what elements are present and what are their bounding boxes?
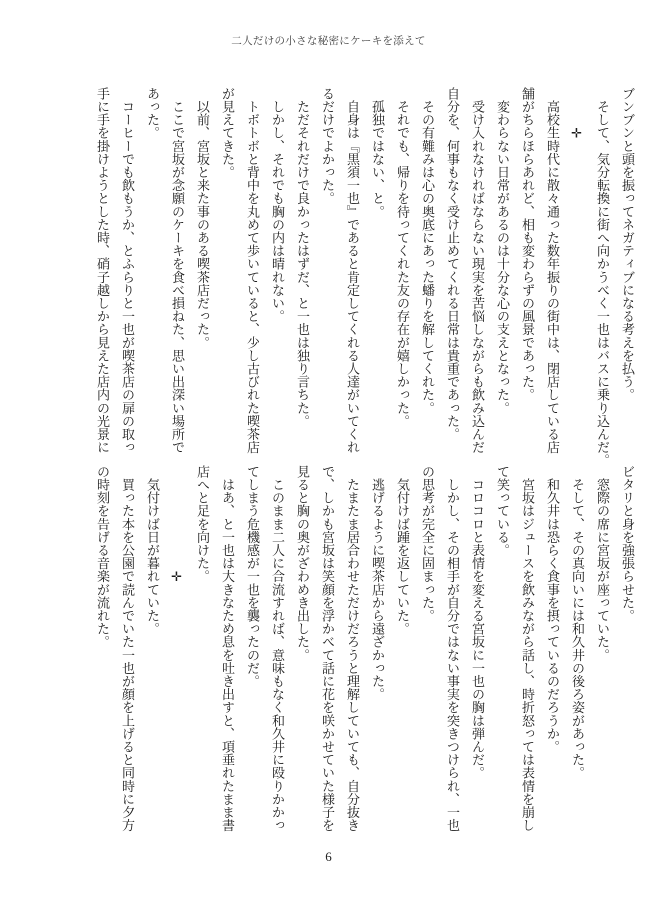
text-column: の思考が完全に固まった。 <box>420 465 435 623</box>
text-column: て笑っている。 <box>495 465 510 557</box>
text-column: 受け入れなければならない現実を苦悩しながらも飲み込んだ <box>470 87 485 454</box>
text-column: 手に手を掛けようとした時、硝子越しから見えた店内の光景に <box>95 87 110 454</box>
text-column: 窓際の席に宮坂が座っていた。 <box>595 465 610 662</box>
text-column: そして、その真向いには和久井の後ろ姿があった。 <box>570 465 585 780</box>
text-column: このまま二人に合流すれば、意味もなく和久井に殴りかかっ <box>270 465 285 832</box>
text-column: たまたま居合わせただけだろうと理解していても、自分抜き <box>345 465 360 832</box>
text-column: しかし、その相手が自分ではない事実を突きつけられ、一也 <box>445 465 460 832</box>
text-column: それでも、帰りを待ってくれた友の存在が嬉しかった。 <box>395 87 410 428</box>
text-column: 高校生時代に散々通った数年振りの街中は、閉店している店 <box>545 87 560 454</box>
text-column: ブンブンと頭を振ってネガティブになる考えを払う。 <box>620 87 635 402</box>
text-column: 見ると胸の奥がざわめき出した。 <box>295 465 310 662</box>
text-column: るだけでよかった。 <box>320 87 335 205</box>
text-column: 気付けば日が暮れていた。 <box>145 465 160 636</box>
text-column: 孤独ではない、と。 <box>370 87 385 218</box>
text-column: その有難みは心の奥底にあった蟠りを解してくれた。 <box>420 87 435 415</box>
text-column: ビタリと身を強張らせた。 <box>620 465 635 623</box>
running-head-title: 二人だけの小さな秘密にケーキを添えて <box>231 35 426 47</box>
text-column: 逃げるように喫茶店から遠ざかった。 <box>370 465 385 701</box>
text-column: しかし、それでも胸の内は晴れない。 <box>270 87 285 323</box>
text-column: あった。 <box>145 87 160 140</box>
text-column: トボトボと背中を丸めて歩いていると、少し古びれた喫茶店 <box>245 87 260 454</box>
text-column: そして、気分転換に街へ向かうべく一也はバスに乗り込んだ。 <box>595 87 610 467</box>
text-column: 自身は『黒須一也』であると肯定してくれる人達がいてくれ <box>345 87 360 454</box>
text-column: 自分を、何事もなく受け止めてくれる日常は貴重であった。 <box>445 87 460 441</box>
text-column: 宮坂はジュースを飲みながら話し、時折怒っては表情を崩し <box>520 465 535 832</box>
text-column: が見えてきた。 <box>220 87 235 179</box>
text-column: 買った本を公園で読んでいた一也が顔を上げると同時に夕方 <box>120 465 135 832</box>
text-column: 店へと足を向けた。 <box>195 465 210 583</box>
text-column: コーヒーでも飲もうか、とふらりと一也が喫茶店の扉の取っ <box>120 87 135 454</box>
text-column: はあ、と一也は大きなため息を吐き出すと、項垂れたまま書 <box>220 465 235 832</box>
body-text-lower-tier <box>90 465 640 831</box>
text-column: ここで宮坂が念願のケーキを食べ損ねた、思い出深い場所で <box>170 87 185 454</box>
text-column: 舗がちらほらあれど、相も変わらずの風景であった。 <box>520 87 535 402</box>
body-text-upper-tier <box>90 87 640 467</box>
text-column: で、しかも宮坂は笑顔を浮かべて話に花を咲かせていた様子を <box>320 465 335 832</box>
section-divider-mark: ✛ <box>170 465 185 585</box>
text-column: 和久井は恐らく食事を摂っているのだろうか。 <box>545 465 560 754</box>
text-column: 気付けば踵を返していた。 <box>395 465 410 636</box>
text-column: 変わらない日常があるのは十分な心の支えとなった。 <box>495 87 510 415</box>
page-number: 6 <box>325 849 332 864</box>
text-column: 以前、宮坂と来た事のある喫茶店だった。 <box>195 87 210 349</box>
section-divider-mark: ✛ <box>570 87 585 142</box>
text-column: ただそれだけで良かったはずだ、と一也は独り言ちた。 <box>295 87 310 428</box>
text-column: てしまう危機感が一也を襲ったのだ。 <box>245 465 260 688</box>
text-column: コロコロと表情を変える宮坂に一也の胸は弾んだ。 <box>470 465 485 780</box>
text-column: の時刻を告げる音楽が流れた。 <box>95 465 110 649</box>
